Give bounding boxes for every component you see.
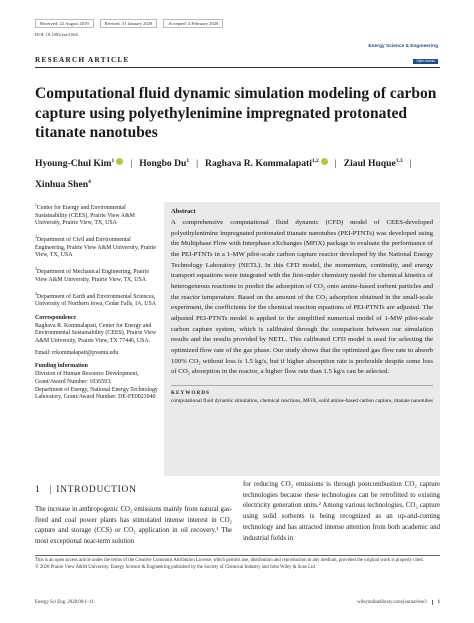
section-number: 1: [35, 485, 40, 495]
header-divider: [35, 67, 440, 68]
abstract-heading: Abstract: [171, 208, 196, 215]
keywords-heading: KEYWORDS: [171, 389, 210, 396]
author-affiliation-sup: 1: [111, 158, 115, 164]
author-separator: |: [130, 158, 133, 170]
page-footer: [35, 600, 440, 605]
license-text: This is an open access article under the terms of the Creative Commons Attribution License, which permits use, distribution and reproduction in any medium, provided the original work is properly cited.: [35, 558, 424, 563]
author-affiliation-sup: 1,3: [395, 158, 403, 164]
correspondence-heading: Correspondence: [35, 314, 77, 321]
author-separator: |: [334, 158, 337, 170]
footnote-divider: [35, 555, 440, 556]
journal-logo-name: Energy Science & Engineering: [368, 44, 438, 49]
author-affiliation-sup: 1,2: [311, 158, 319, 164]
keywords-text: computational fluid dynamic simulation, chemical reactions, MFiX, solid amine-based carbon capture, titanate nanotubes: [171, 397, 433, 404]
funding-heading: Funding information: [35, 363, 88, 370]
author-name[interactable]: Raghava R. Kommalapati: [205, 158, 312, 170]
affiliation: $^3$Department of Mechanical Engineering, Prairie View A&M University, Prairie View, TX, USA: [35, 267, 149, 283]
abstract-box: [164, 202, 440, 476]
author-name[interactable]: Hyoung-Chul Kim: [35, 158, 112, 170]
journal-url[interactable]: wileyonlinelibrary.com/journal/ese3: [357, 600, 427, 605]
open-access-badge: Open Access: [413, 59, 438, 64]
article-type: RESEARCH ARTICLE: [35, 56, 130, 64]
doi-link[interactable]: DOI: 10.1002/ese3.665: [35, 32, 78, 37]
author-list: [35, 152, 440, 194]
affiliation: $^4$Department of Earth and Environmental Sciences, University of Northern Iowa, Cedar Falls, IA, USA: [35, 291, 157, 308]
affiliations-column: [35, 202, 159, 402]
introduction-heading: [35, 485, 137, 495]
received-date: Received: 22 August 2019: [35, 19, 94, 28]
orcid-icon[interactable]: [321, 158, 328, 165]
orcid-icon[interactable]: [116, 158, 123, 165]
article-title: Computational fluid dynamic simulation modeling of carbon capture using polyethylenimine impregnated protonated titanate nanotubes: [35, 85, 437, 141]
license-footnote: [35, 558, 440, 572]
keywords-section: [171, 385, 433, 405]
author-name[interactable]: Xinhua Shen: [35, 179, 89, 191]
introduction-col2: for reducing CO₂ emissions is through postcombustion CO₂ capture technologies because these technologies can be retrofitted to existing electricity generation units.² Among various technologies, CO₂ capture using solid sorbents is being recognized as an up-and-coming technology and has attracted intense attention from both academic and industrial fields in: [243, 481, 440, 542]
author-name[interactable]: Hongbo Du: [139, 158, 187, 170]
funding-text: Department of Energy, National Energy Technology Laboratory, Grant/Award Number: DE-FE0023040: [35, 386, 158, 401]
section-divider: |: [49, 485, 52, 495]
author-separator: |: [196, 158, 199, 170]
revised-date: Revised: 31 January 2020: [100, 19, 158, 28]
introduction-col1: The increase in anthropogenic CO₂ emissions mainly from natural gas-fired and coal power plants has stimulated intense interest in CO₂ capture and storage (CCS) or CO₂ application in oil recovery.¹ The most exceptional near-term solution: [35, 506, 232, 546]
abstract-text: A comprehensive computational fluid dynamic (CFD) model of CEES-developed polyethylenimine impregnated protonated titanate nanotubes (PEI-PTNTs) was developed using the Multiphase Flow with Interphase eXchanges (MFiX) package to evaluate the performance of the PEI-PTNTs in a 1-MW pilot-scale carbon capture reactor developed by the National Energy Technology Laboratory (NETL). In this CFD model, the momentum, continuity, and energy transport equations were integrated with the first-order chemistry model for chemical kinetics of heterogeneous reactions to predict the adsorption of CO₂ onto amine-based sorbent particles and the reactor temperature. Based on the amount of the CO₂ adsorption obtained in the small-scale experiment, the coefficients for the chemical reaction equations of PEI-PTNTs are adjusted. The adjusted PEI-PTNTs model is applied to the simplified numerical model of 1-MW pilot-scale carbon capture system, which is calibrated through the comparison between our simulation results and the results provided by NETL. This calibrated CFD model is used for selecting the optimized flow rate of the gas phase. Our study shows that the optimized gas flow rate to absorb 100% CO₂ without loss is 1.5 kg/s, but if higher absorption rate is preferable despite some loss of CO₂ absorption in the reactor, a higher flow rate than 1.5 kg/s can be selected.: [171, 219, 433, 376]
funding-text: Division of Human Resource Development, Grant/Award Number: 1036593;: [35, 371, 139, 385]
affiliation: $^2$Department of Civil and Environmental Engineering, Prairie View A&M University, Prairie View, TX, USA: [35, 235, 157, 259]
accepted-date: Accepted: 4 February 2020: [163, 19, 223, 28]
author-affiliation-sup: 1: [186, 158, 190, 164]
journal-citation: Energy Sci Eng. 2020;00:1–11.: [35, 600, 96, 605]
author-name[interactable]: Ziaul Huque: [343, 158, 396, 170]
correspondence-email[interactable]: Email: rrkommalapati@pvamu.edu: [35, 349, 119, 356]
affiliation: $^1$Center for Energy and Environmental Sustainability (CEES), Prairie View A&M University, Prairie View, TX, USA: [35, 203, 135, 227]
journal-logo[interactable]: [362, 44, 438, 62]
copyright-text: © 2020 Prairie View A&M University. Energy Science & Engineering published by the Society of Chemical Industry and John Wiley & Sons Ltd.: [35, 564, 317, 570]
author-affiliation-sup: 4: [88, 179, 91, 186]
correspondence-text: Raghava R. Kommalapati, Center for Energy and Environmental Sustainability (CEES), Prairie View A&M University, Prairie View, TX 77446, USA.: [35, 322, 157, 345]
page-number: 1: [432, 600, 440, 605]
section-title: INTRODUCTION: [56, 485, 137, 495]
article-dates-bar: [35, 19, 440, 28]
author-separator: |: [409, 158, 412, 170]
